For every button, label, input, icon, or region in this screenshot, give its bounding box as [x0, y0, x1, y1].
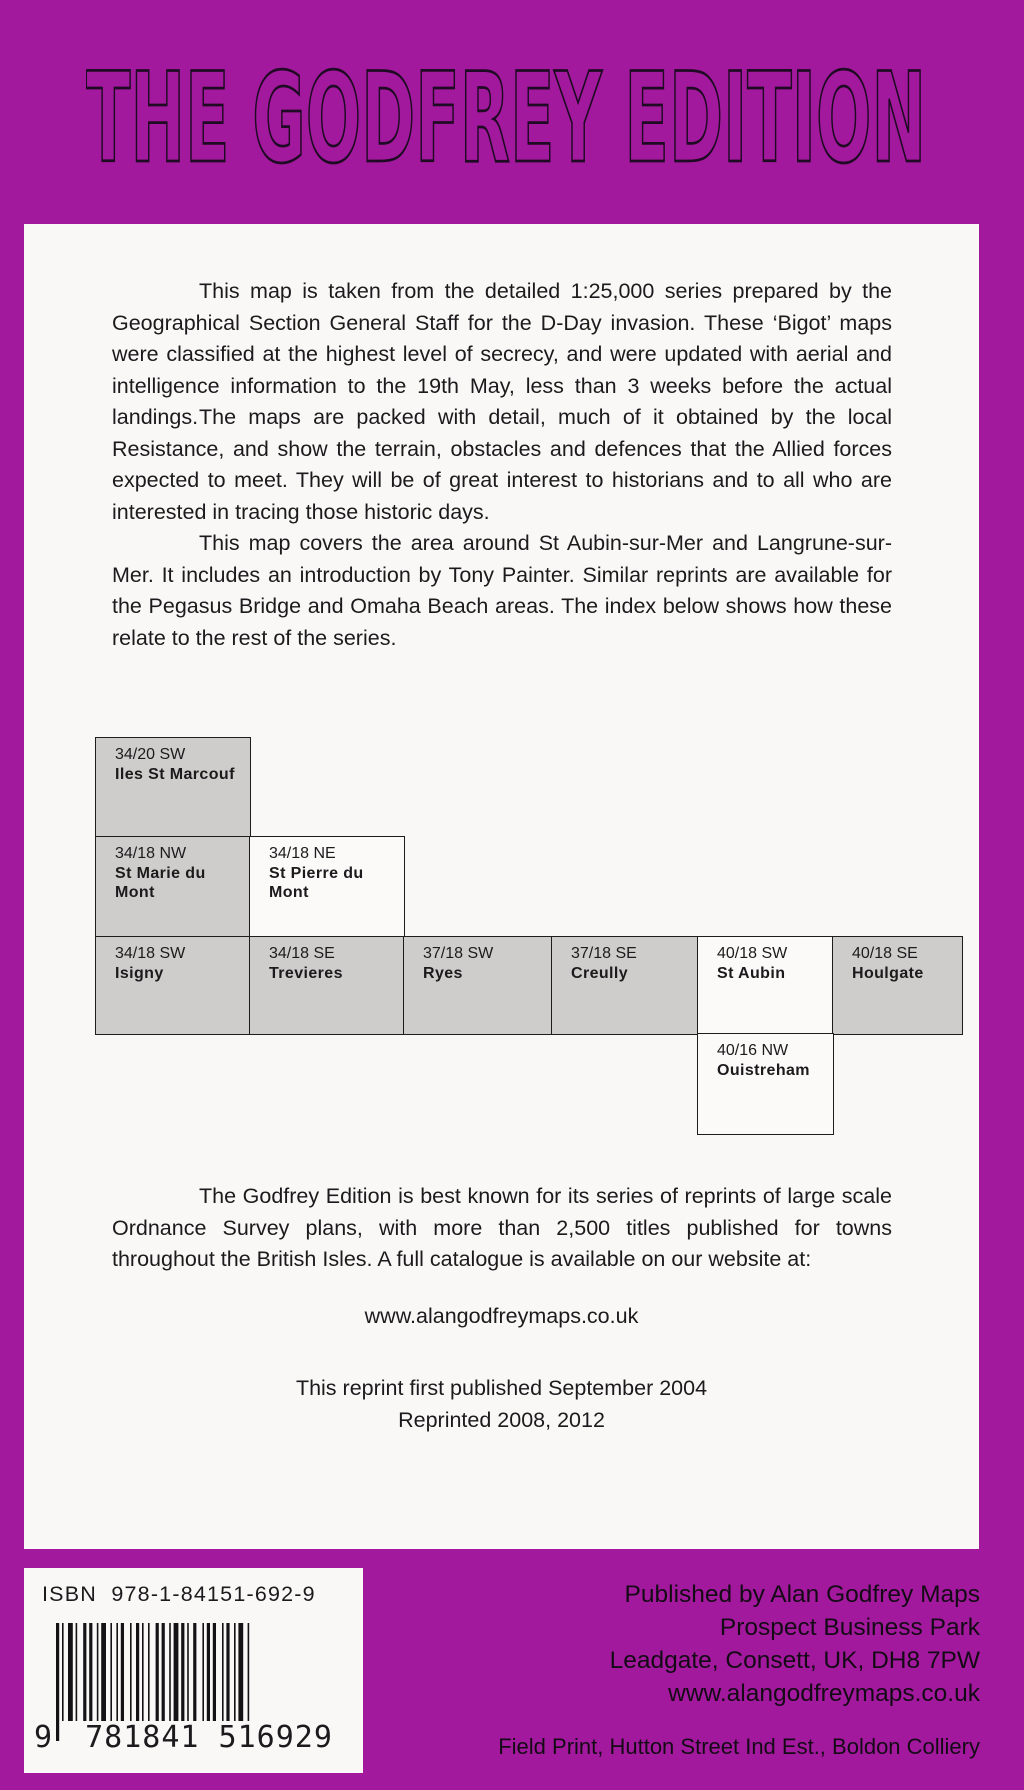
isbn-number: 978-1-84151-692-9: [111, 1582, 316, 1606]
publisher-website[interactable]: www.alangodfreymaps.co.uk: [668, 1680, 980, 1707]
website-link[interactable]: www.alangodfreymaps.co.uk: [364, 1304, 639, 1328]
index-cell: [95, 836, 251, 938]
isbn-label: ISBN: [42, 1582, 97, 1606]
publisher-name: Published by Alan Godfrey Maps: [624, 1581, 980, 1608]
index-cell-name: St Pierre du Mont: [269, 864, 364, 901]
description-panel: [24, 224, 979, 1549]
reprinted-years: Reprinted 2008, 2012: [398, 1408, 605, 1432]
ean-first-digit: 9: [34, 1720, 53, 1755]
cover-title-text: THE GODFREY EDITION: [86, 46, 926, 182]
barcode-box: [24, 1568, 363, 1773]
barcode-bar: [56, 1623, 59, 1741]
printer-credit: Field Print, Hutton Street Ind Est., Boldon Colliery: [498, 1734, 980, 1759]
intro-paragraph-2: The maps are packed with detail, much of it obtained by the local Resistance, and show the terrain, obstacles and defences that the Allied forces expected to meet. They will be of great interest to historians and to all who are interested in tracing those historic days.: [112, 405, 892, 524]
index-cell-code: 40/16 NW: [717, 1042, 789, 1059]
index-cell-name: Trevieres: [269, 964, 343, 982]
intro-paragraph-3: This map covers the area around St Aubin-sur-Mer and Langrune-sur-Mer. It includes an introduction by Tony Painter. Similar reprints are available for the Pegasus Bridge and Omaha Beach areas. The index below shows how these relate to the rest of the series.: [112, 531, 892, 650]
publisher-address-2: Leadgate, Consett, UK, DH8 7PW: [609, 1647, 980, 1674]
index-cell: [95, 737, 251, 838]
index-cell: [249, 936, 405, 1035]
isbn: [42, 1582, 316, 1607]
index-cell-name: Isigny: [115, 964, 164, 982]
publisher-info: [610, 1578, 980, 1710]
index-cell-code: 34/18 SE: [269, 945, 335, 962]
index-cell-current: [697, 936, 834, 1035]
godfrey-description: The Godfrey Edition is best known for its series of reprints of large scale Ordnance Survey plans, with more than 2,500 titles published for towns throughout the British Isles. A full catalogue is available on our website at:: [112, 1184, 892, 1271]
index-cell: [249, 836, 405, 938]
index-cell-code: 34/18 NE: [269, 845, 336, 862]
cover-title: [86, 42, 926, 182]
index-cell-name: Creully: [571, 964, 629, 982]
index-cell-code: 34/18 NW: [115, 845, 187, 862]
index-cell-code: 34/20 SW: [115, 746, 186, 763]
index-cell-code: 34/18 SW: [115, 945, 186, 962]
publisher-address-1: Prospect Business Park: [719, 1614, 980, 1641]
index-cell-code: 40/18 SE: [852, 945, 918, 962]
index-cell: [697, 1033, 834, 1135]
index-cell: [551, 936, 699, 1035]
first-published: This reprint first published September 2004: [295, 1376, 708, 1400]
index-cell-name: St Aubin: [717, 964, 786, 982]
ean-digits: 781841 516929: [60, 1721, 358, 1761]
index-cell-code: 40/18 SW: [717, 945, 788, 962]
index-cell-code: 37/18 SE: [571, 945, 637, 962]
map-index-grid: [71, 737, 943, 1162]
intro-paragraph-1: This map is taken from the detailed 1:25,000 series prepared by the Geographical Section General Staff for the D-Day invasion. These ‘Bigot’ maps were classified at the highest level of secrecy, and were updated with aerial and intelligence information to the 19th May, less than 3 weeks before the actual landings.: [112, 279, 892, 429]
index-cell: [403, 936, 553, 1035]
index-cell-name: Iles St Marcouf: [115, 765, 235, 783]
reprint-info: [24, 1372, 979, 1436]
index-cell-name: Ryes: [423, 964, 463, 982]
index-cell-name: St Marie du Mont: [115, 864, 206, 901]
index-cell-name: Ouistreham: [717, 1061, 810, 1079]
index-cell-name: Houlgate: [852, 964, 924, 982]
index-cell: [95, 936, 251, 1035]
index-cell: [832, 936, 963, 1035]
index-cell-code: 37/18 SW: [423, 945, 494, 962]
